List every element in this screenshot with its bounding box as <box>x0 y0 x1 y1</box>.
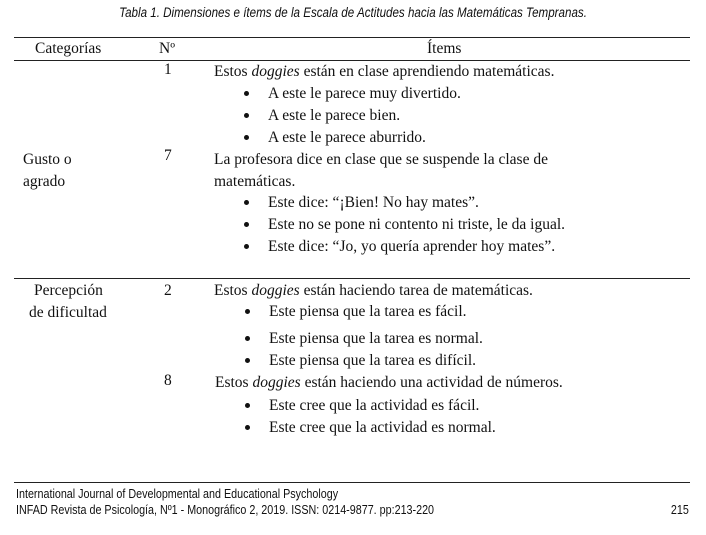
bullet-icon <box>244 222 249 227</box>
bullet-icon <box>245 336 250 341</box>
bullet-icon <box>245 358 250 363</box>
table-top-rule <box>14 37 690 38</box>
header-numero: Nº <box>159 40 175 57</box>
stem-text: Estos <box>214 63 252 80</box>
stem-text: están en clase aprendiendo matemáticas. <box>299 63 555 80</box>
group-separator-rule <box>14 278 690 279</box>
category-label: Gusto o <box>23 151 72 168</box>
bullet-icon <box>244 113 249 118</box>
header-items: Ítems <box>427 40 462 57</box>
footer-journal: International Journal of Developmental and Educational Psychology <box>16 487 339 501</box>
bullet-icon <box>245 309 250 314</box>
item-number: 8 <box>164 372 172 389</box>
item-stem: matemáticas. <box>214 173 296 190</box>
stem-text: están haciendo una actividad de números. <box>300 374 563 391</box>
table-caption: Tabla 1. Dimensiones e ítems de la Escala de Actitudes hacia las Matemáticas Tempranas. <box>119 5 587 20</box>
category-label: Percepción <box>34 282 103 299</box>
footer-citation: INFAD Revista de Psicología, Nº1 - Monográfico 2, 2019. ISSN: 0214-9877. pp:213-220 <box>16 503 435 517</box>
stem-italic: doggies <box>251 282 300 299</box>
footer-rule <box>14 482 690 483</box>
stem-italic: doggies <box>252 374 301 391</box>
stem-text: están haciendo tarea de matemáticas. <box>299 282 533 299</box>
item-stem: La profesora dice en clase que se suspende la clase de <box>214 151 548 168</box>
bullet-icon <box>244 91 249 96</box>
item-number: 1 <box>164 61 172 78</box>
bullet-icon <box>245 403 250 408</box>
stem-italic: doggies <box>251 63 300 80</box>
category-label: de dificultad <box>29 304 107 321</box>
stem-text: Estos <box>214 282 252 299</box>
bullet-icon <box>244 244 249 249</box>
item-stem <box>215 372 563 394</box>
item-stem <box>214 280 533 302</box>
stem-text: Estos <box>215 374 253 391</box>
header-categorias: Categorías <box>35 40 102 57</box>
bullet-icon <box>245 425 250 430</box>
bullet-icon <box>244 135 249 140</box>
category-label: agrado <box>23 173 66 190</box>
item-number: 2 <box>164 282 172 299</box>
bullet-icon <box>244 200 249 205</box>
item-number: 7 <box>164 147 172 164</box>
page-number: 215 <box>671 503 689 517</box>
item-stem <box>214 61 554 83</box>
